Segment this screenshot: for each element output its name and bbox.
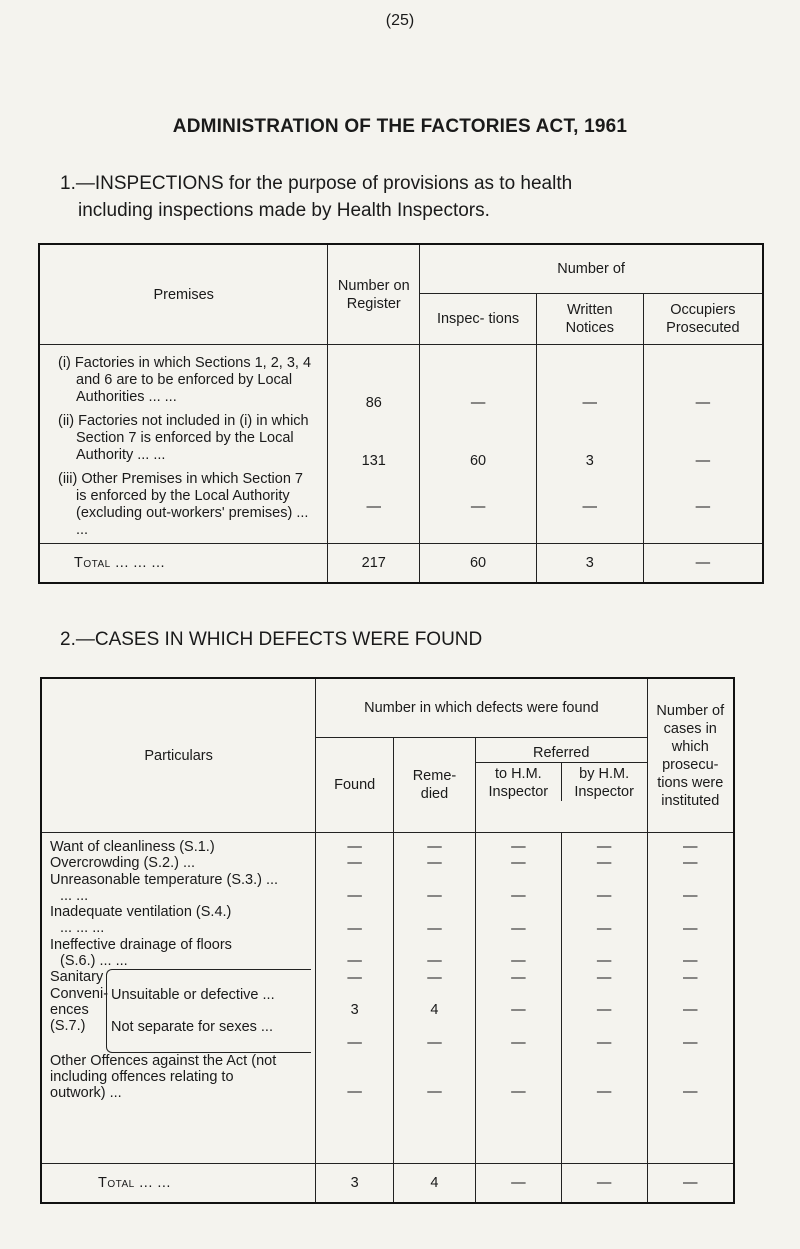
col-number-found-group: Number in which defects were found [316, 678, 647, 738]
inspections-row-3: — [470, 499, 486, 515]
particulars-row-8: Not separate for sexes ... [111, 1019, 273, 1036]
sanitary-label-line3: ences [50, 1001, 89, 1018]
particulars-cell [41, 833, 316, 1164]
prosecutions-row-5: — [683, 953, 698, 969]
prosecutions-row-9: — [683, 1084, 698, 1100]
total2-found: 3 [316, 1164, 394, 1204]
particulars-row-2: Overcrowding (S.2.) ... [50, 855, 196, 872]
prosecutions-row-1: — [683, 839, 698, 855]
inspections-row-1: — [470, 395, 486, 411]
remedied-row-7: 4 [430, 1002, 439, 1018]
prosecuted-row-3: — [695, 499, 711, 515]
particulars-row-9: Other Offences against the Act (not including offences relating to outwork) ... [50, 1052, 277, 1102]
found-row-4: — [347, 921, 362, 937]
total-prosecuted: — [643, 544, 763, 584]
to-hm-row-5: — [511, 953, 526, 969]
col-referred-group [475, 738, 647, 833]
by-hm-row-2: — [596, 855, 612, 871]
sanitary-label [50, 969, 109, 1052]
col-referred: Referred [533, 745, 590, 761]
section1-heading-line2: including inspections made by Health Inspectors. [78, 200, 490, 221]
found-row-7: 3 [350, 1002, 359, 1018]
sanitary-group [50, 969, 315, 1052]
section1-heading-line1: 1.—INSPECTIONS for the purpose of provisions as to health [60, 173, 573, 194]
col-remedied: Reme- died [394, 738, 476, 833]
sanitary-brace [106, 969, 311, 1052]
col-by-hm-inspector: by H.M. Inspector [561, 762, 647, 801]
total2-by-hm: — [561, 1164, 647, 1204]
notices-row-1: — [582, 395, 598, 411]
to-hm-row-8: — [511, 1035, 526, 1051]
remedied-row-2: — [427, 855, 442, 871]
by-hm-row-8: — [596, 1035, 612, 1051]
total2-label: Total ... ... [41, 1164, 316, 1204]
page-number: (25) [385, 12, 415, 29]
prosecuted-row-1: — [695, 395, 711, 411]
premises-row-3: (iii) Other Premises in which Section 7 is enforced by the Local Authority (excluding out-workers' premises) ... ... [58, 471, 309, 538]
premises-row-2: (ii) Factories not included in (i) in which Section 7 is enforced by the Local Authority ... ... [58, 413, 309, 463]
remedied-row-4: — [427, 921, 442, 937]
found-row-1: — [347, 839, 362, 855]
section1-heading [60, 170, 760, 224]
found-row-9: — [347, 1084, 362, 1100]
col-inspections: Inspec- tions [420, 294, 537, 345]
by-hm-row-6: — [596, 970, 612, 986]
register-cell [328, 345, 420, 544]
by-hm-row-3: — [596, 888, 612, 904]
prosecutions-row-7: — [683, 1002, 698, 1018]
remedied-row-9: — [427, 1084, 442, 1100]
by-hm-cell [561, 833, 647, 1164]
remedied-row-8: — [427, 1035, 442, 1051]
remedied-row-6: — [427, 970, 442, 986]
particulars-row-3: Unreasonable temperature (S.3.) ... ... ... [50, 871, 279, 904]
particulars-row-7: Unsuitable or defective ... [111, 986, 275, 1003]
found-row-8: — [347, 1035, 362, 1051]
by-hm-row-4: — [596, 921, 612, 937]
prosecutions-row-3: — [683, 888, 698, 904]
prosecutions-row-4: — [683, 921, 698, 937]
particulars-row-4: Inadequate ventilation (S.4.) ... ... ... [50, 904, 232, 937]
prosecutions-cell [647, 833, 734, 1164]
to-hm-row-4: — [511, 921, 526, 937]
remedied-row-1: — [427, 839, 442, 855]
found-row-6: — [347, 970, 362, 986]
total2-remedied: 4 [394, 1164, 476, 1204]
found-row-5: — [347, 953, 362, 969]
remedied-row-5: — [427, 953, 442, 969]
to-hm-row-2: — [511, 855, 526, 871]
sanitary-label-line4: (S.7.) [50, 1018, 86, 1035]
inspections-table [38, 243, 764, 584]
particulars-row-5: Ineffective drainage of floors (S.6.) ... ... [50, 936, 232, 970]
total-notices: 3 [536, 544, 643, 584]
prosecutions-row-6: — [683, 970, 698, 986]
register-row-3: — [366, 499, 382, 515]
to-hm-row-7: — [511, 1002, 526, 1018]
by-hm-row-5: — [596, 953, 612, 969]
sanitary-label-line2: Conveni- [50, 985, 109, 1002]
inspections-cell [420, 345, 537, 544]
col-written-notices: Written Notices [536, 294, 643, 345]
notices-row-2: 3 [585, 453, 594, 469]
by-hm-row-7: — [596, 1002, 612, 1018]
register-row-2: 131 [361, 453, 386, 469]
notices-row-3: — [582, 499, 598, 515]
remedied-cell [394, 833, 476, 1164]
col-to-hm-inspector: to H.M. Inspector [476, 762, 561, 801]
col-premises: Premises [39, 244, 328, 345]
total2-prosecutions: — [647, 1164, 734, 1204]
total-register: 217 [328, 544, 420, 584]
total-inspections: 60 [420, 544, 537, 584]
remedied-row-3: — [427, 888, 442, 904]
premises-cell [39, 345, 328, 544]
sanitary-label-line1: Sanitary [50, 969, 104, 986]
col-occupiers-prosecuted: Occupiers Prosecuted [643, 294, 763, 345]
col-found: Found [316, 738, 394, 833]
register-row-1: 86 [365, 395, 382, 411]
section2-heading: 2.—CASES IN WHICH DEFECTS WERE FOUND [60, 629, 483, 650]
col-number-on-register: Number on Register [328, 244, 420, 345]
col-prosecutions: Number of cases in which prosecu- tions were instituted [647, 678, 734, 833]
defects-table [40, 677, 735, 1204]
notices-cell [536, 345, 643, 544]
to-hm-cell [475, 833, 561, 1164]
total2-to-hm: — [475, 1164, 561, 1204]
inspections-row-2: 60 [469, 453, 487, 469]
col-number-of: Number of [420, 244, 763, 294]
prosecuted-cell [643, 345, 763, 544]
found-cell [316, 833, 394, 1164]
to-hm-row-9: — [511, 1084, 526, 1100]
col-particulars: Particulars [41, 678, 316, 833]
to-hm-row-6: — [511, 970, 526, 986]
page-title: ADMINISTRATION OF THE FACTORIES ACT, 1961 [172, 116, 628, 137]
prosecuted-row-2: — [695, 453, 711, 469]
premises-row-1: (i) Factories in which Sections 1, 2, 3, 4 and 6 are to be enforced by Local Authorities ... ... [58, 355, 312, 405]
prosecutions-row-8: — [683, 1035, 698, 1051]
to-hm-row-3: — [511, 888, 526, 904]
by-hm-row-1: — [596, 839, 612, 855]
found-row-3: — [347, 888, 362, 904]
to-hm-row-1: — [511, 839, 526, 855]
by-hm-row-9: — [596, 1084, 612, 1100]
particulars-row-1: Want of cleanliness (S.1.) [50, 839, 215, 855]
prosecutions-row-2: — [683, 855, 698, 871]
found-row-2: — [347, 855, 362, 871]
total-label: Total ... ... ... [39, 544, 328, 584]
